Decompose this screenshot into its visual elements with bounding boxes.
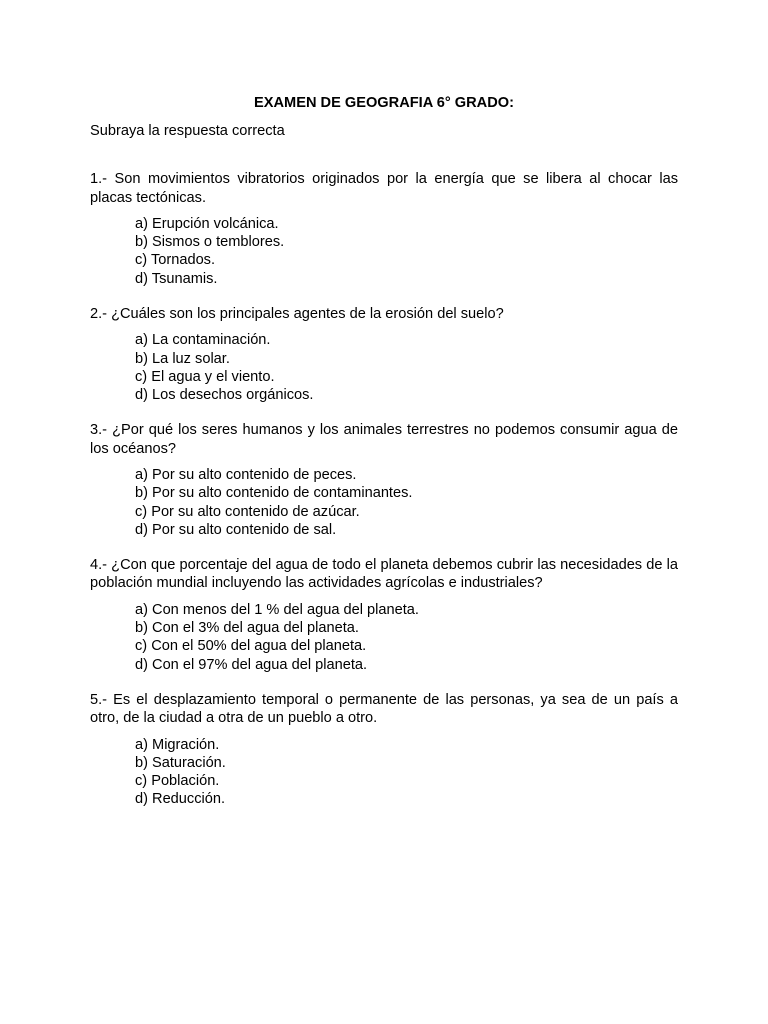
option-d: d) Reducción. bbox=[135, 791, 226, 808]
question-text: 4.- ¿Con que porcentaje del agua de todo el planeta debemos cubrir las necesidades de la población mundial incluyendo las actividades agrícolas e industriales? bbox=[90, 556, 678, 592]
option-c: c) El agua y el viento. bbox=[135, 368, 275, 385]
options-list bbox=[135, 466, 678, 539]
exam-instruction: Subraya la respuesta correcta bbox=[90, 123, 285, 139]
option-a: a) Con menos del 1 % del agua del planeta. bbox=[135, 601, 419, 618]
question-2 bbox=[90, 305, 678, 404]
options-list bbox=[135, 215, 678, 288]
option-c: c) Población. bbox=[135, 773, 220, 790]
option-d: d) Por su alto contenido de sal. bbox=[135, 521, 337, 538]
option-b: b) Saturación. bbox=[135, 754, 226, 771]
option-d: d) Los desechos orgánicos. bbox=[135, 386, 314, 403]
option-c: c) Con el 50% del agua del planeta. bbox=[135, 638, 367, 655]
option-a: a) Por su alto contenido de peces. bbox=[135, 467, 357, 484]
option-b: b) Con el 3% del agua del planeta. bbox=[135, 620, 359, 637]
option-a: a) Erupción volcánica. bbox=[135, 216, 279, 232]
question-3 bbox=[90, 421, 678, 539]
question-text: 5.- Es el desplazamiento temporal o permanente de las personas, ya sea de un país a otro, de la ciudad a otra de un pueblo a otro. bbox=[90, 691, 678, 727]
option-b: b) Por su alto contenido de contaminantes. bbox=[135, 485, 413, 502]
option-b: b) La luz solar. bbox=[135, 350, 230, 367]
option-a: a) Migración. bbox=[135, 736, 220, 753]
question-1 bbox=[90, 170, 678, 288]
option-b: b) Sismos o temblores. bbox=[135, 234, 285, 251]
question-text: 2.- ¿Cuáles son los principales agentes de la erosión del suelo? bbox=[90, 305, 504, 322]
options-list bbox=[135, 736, 678, 809]
options-list bbox=[135, 601, 678, 674]
exam-title: EXAMEN DE GEOGRAFIA 6° GRADO: bbox=[254, 95, 514, 111]
option-c: c) Por su alto contenido de azúcar. bbox=[135, 503, 360, 520]
options-list bbox=[135, 331, 678, 404]
option-d: d) Con el 97% del agua del planeta. bbox=[135, 656, 368, 673]
question-text: 1.- Son movimientos vibratorios originados por la energía que se libera al chocar las placas tectónicas. bbox=[90, 171, 678, 206]
question-text: 3.- ¿Por qué los seres humanos y los animales terrestres no podemos consumir agua de los océanos? bbox=[90, 422, 678, 457]
option-a: a) La contaminación. bbox=[135, 332, 271, 349]
option-c: c) Tornados. bbox=[135, 252, 216, 269]
question-4 bbox=[90, 556, 678, 674]
option-d: d) Tsunamis. bbox=[135, 270, 218, 287]
question-5 bbox=[90, 691, 678, 809]
